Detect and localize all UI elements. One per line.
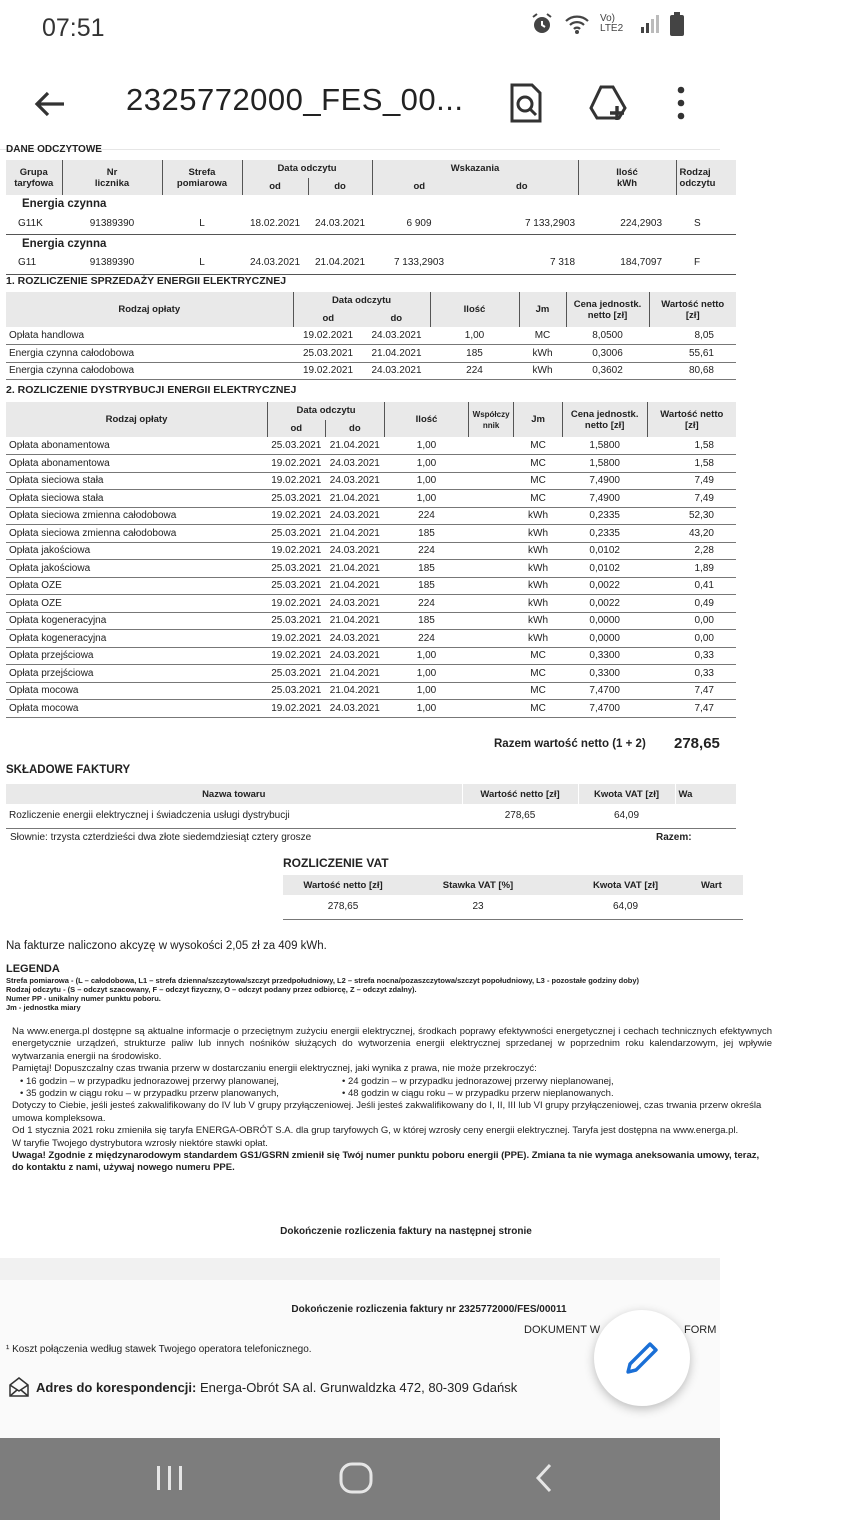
- cell: kWh: [514, 542, 562, 560]
- cell: 24.03.2021: [325, 647, 385, 665]
- info-paragraph: Pamiętaj! Dopuszczalny czas trwania przerw w dostarczaniu energii elektrycznej, jaki wynika z prawa, nie może przekroczyć:: [12, 1063, 537, 1075]
- cell: kWh: [514, 630, 562, 648]
- col-rodzaj-oplaty: Rodzaj opłaty: [6, 292, 293, 327]
- col-data: Data odczytu: [268, 402, 385, 420]
- cell: S: [676, 213, 736, 235]
- continued-note: Dokończenie rozliczenia faktury na następnej stronie: [280, 1226, 532, 1237]
- cell: 43,20: [647, 525, 736, 543]
- cell: 7 133,2903: [372, 252, 466, 274]
- cell: 21.04.2021: [325, 612, 385, 630]
- bullet: 16 godzin – w przypadku jednorazowej przerwy planowanej,: [25, 1075, 279, 1087]
- bullet: 24 godzin – w przypadku jednorazowej przerwy nieplanowanej,: [347, 1075, 614, 1087]
- col-nazwa: Nazwa towaru: [6, 784, 462, 804]
- razem-label: Razem:: [656, 832, 692, 843]
- edit-button[interactable]: [594, 1310, 690, 1406]
- table-row: [6, 542, 736, 560]
- cell: 0,00: [647, 612, 736, 630]
- cell: [468, 647, 513, 665]
- cell: 25.03.2021: [268, 612, 326, 630]
- cell: 8,05: [649, 327, 736, 345]
- cell: Energia czynna całodobowa: [6, 345, 293, 363]
- table-row: [6, 612, 736, 630]
- cell: L: [162, 213, 242, 235]
- col-stawka: Stawka VAT [%]: [442, 879, 514, 891]
- col-rodzaj: Rodzaj odczytu: [679, 166, 716, 189]
- app-bar: [0, 56, 720, 150]
- cell: 19.02.2021: [293, 362, 363, 380]
- sub-od: od: [268, 420, 326, 438]
- col-kwota: Kwota VAT [zł]: [592, 879, 659, 891]
- cell: [468, 595, 513, 613]
- cell: 0,3602: [566, 362, 649, 380]
- cell: 24.03.2021: [308, 213, 372, 235]
- col-ilosc: Ilość: [385, 402, 469, 437]
- col-nr: Nr licznika: [62, 160, 162, 195]
- cell: MC: [514, 647, 562, 665]
- cell: 0,0022: [562, 595, 647, 613]
- cell: G11K: [6, 213, 62, 235]
- cell: 1,00: [385, 647, 469, 665]
- cell: 224: [430, 362, 519, 380]
- cell: 25.03.2021: [268, 525, 326, 543]
- cell: 25.03.2021: [293, 345, 363, 363]
- info-paragraph: Na www.energa.pl dostępne są aktualne informacje o przeciętnym zużyciu energii elektrycznej, środkach poprawy efektywności energetycznej i cechach technicznych efektywnych energetycznie urządzeń, strukturze paliw lub innych nośników służących do wytworzenia energii elektrycznej sprzedanej w poprzednim roku kalendarzowym, jej wpływie wytwarzania energii na środowisko.: [12, 1026, 772, 1062]
- cell: 6 909: [372, 213, 466, 235]
- cell: 64,09: [578, 804, 675, 828]
- col-wart: Wart: [701, 879, 722, 891]
- col-jm: Jm: [519, 292, 566, 327]
- table-row: [6, 472, 736, 490]
- info-paragraph: Od 1 stycznia 2021 roku zmieniła się taryfa ENERGA-OBRÓT S.A. dla grup taryfowych G, w której wzrosły ceny energii elektrycznej. Taryfa jest dostępna na www.energa.pl.: [12, 1125, 739, 1137]
- vat-table: [283, 875, 743, 920]
- address: [36, 1380, 517, 1395]
- arrow-left-icon[interactable]: [30, 84, 70, 124]
- cell: 19.02.2021: [268, 455, 326, 473]
- cell: 1,00: [385, 472, 469, 490]
- cell: 19.02.2021: [268, 507, 326, 525]
- cell: Opłata abonamentowa: [6, 455, 268, 473]
- cell: 7,4900: [562, 490, 647, 508]
- cell: 0,3300: [562, 665, 647, 683]
- footnote: ¹ Koszt połączenia według stawek Twojego operatora telefonicznego.: [6, 1344, 312, 1355]
- cell: 0,0102: [562, 560, 647, 578]
- cell: 19.02.2021: [268, 595, 326, 613]
- info-warning: Uwaga! Zgodnie z międzynarodowym standardem GS1/GSRN zmienił się Twój numer punktu poboru energii (PPE). Zmiana ta nie wymaga aneksowania umowy, teraz, do kontaktu z nami, używaj nowego numeru PPE.: [12, 1150, 760, 1174]
- cell: [698, 895, 743, 919]
- cell: 7,47: [647, 700, 736, 718]
- sub-do: do: [363, 310, 430, 328]
- cell: Opłata sieciowa zmienna całodobowa: [6, 507, 268, 525]
- cell: Opłata mocowa: [6, 682, 268, 700]
- col-data: Data odczytu: [242, 160, 372, 178]
- cell: 0,3300: [562, 647, 647, 665]
- pencil-icon: [624, 1340, 660, 1376]
- address-label: Adres do korespondencji:: [36, 1380, 197, 1395]
- cell: 21.04.2021: [325, 682, 385, 700]
- cell: kWh: [514, 525, 562, 543]
- envelope-icon: [8, 1376, 30, 1398]
- table-row: [6, 665, 736, 683]
- cell: 24.03.2021: [325, 472, 385, 490]
- col-data: Data odczytu: [293, 292, 430, 310]
- cell: kWh: [514, 560, 562, 578]
- cell: 24.03.2021: [325, 700, 385, 718]
- cell: 185: [430, 345, 519, 363]
- cell: 1,5800: [562, 455, 647, 473]
- col-wartosc: Wartość netto [zł]: [660, 408, 724, 431]
- cell: 0,2335: [562, 525, 647, 543]
- cell: 224: [385, 542, 469, 560]
- cell: kWh: [514, 507, 562, 525]
- cell: 0,41: [647, 577, 736, 595]
- search-document-icon[interactable]: [506, 82, 546, 124]
- cell: 25.03.2021: [268, 560, 326, 578]
- cell: 224,2903: [578, 213, 676, 235]
- section-heading-distribution: 2. ROZLICZENIE DYSTRYBUCJI ENERGII ELEKTRYCZNEJ: [6, 384, 297, 396]
- cell: 0,33: [647, 665, 736, 683]
- sub-od: od: [413, 180, 426, 192]
- cell: Opłata przejściowa: [6, 665, 268, 683]
- cell: [468, 577, 513, 595]
- section-heading-readings: DANE ODCZYTOWE: [6, 144, 102, 155]
- cell: Opłata jakościowa: [6, 542, 268, 560]
- cell: 21.04.2021: [325, 665, 385, 683]
- legend-line: Strefa pomiarowa - (L – całodobowa, L1 – strefa dzienna/szczytowa/szczyt przedpołudniowy, L2 – strefa nocna/pozaszczytowa/szczyt popołudniowy, L3 - pozostałe godziny doby): [6, 976, 640, 985]
- cell: 0,2335: [562, 507, 647, 525]
- sub-do: do: [325, 420, 385, 438]
- section-heading-vat: ROZLICZENIE VAT: [283, 856, 389, 870]
- cell: Opłata sieciowa zmienna całodobowa: [6, 525, 268, 543]
- sub-do: do: [466, 178, 578, 196]
- cell: 0,0022: [562, 577, 647, 595]
- cell: 1,5800: [562, 437, 647, 455]
- cell: 185: [385, 577, 469, 595]
- table-row: [6, 327, 736, 345]
- cell: 7,4900: [562, 472, 647, 490]
- total-net-label: Razem wartość netto (1 + 2): [494, 738, 646, 750]
- cell: 1,00: [385, 455, 469, 473]
- cell: [468, 437, 513, 455]
- info-paragraph: Dotyczy to Ciebie, jeśli jesteś zakwalifikowany do IV lub V grupy przyłączeniowej. Jeśli jesteś zakwalifikowany do I, II, III lub VI grupy przyłączeniowej, czas trwania przerw określa umowa kompleksowa.: [12, 1100, 762, 1124]
- cell: Opłata kogeneracyjna: [6, 630, 268, 648]
- legend-line: Numer PP - unikalny numer punktu poboru.: [6, 994, 161, 1003]
- cell: 25.03.2021: [268, 437, 326, 455]
- cell: 8,0500: [566, 327, 649, 345]
- cell: 184,7097: [578, 252, 676, 274]
- bullet: 35 godzin w ciągu roku – w przypadku przerw planowanych,: [25, 1088, 279, 1100]
- table-row: [6, 437, 736, 455]
- col-cena: Cena jednostk. netto [zł]: [566, 292, 649, 327]
- page2-heading: Dokończenie rozliczenia faktury nr 2325772000/FES/00011: [291, 1304, 567, 1315]
- status-bar: [0, 0, 720, 56]
- cell: 80,68: [649, 362, 736, 380]
- table-row: [6, 525, 736, 543]
- cell: kWh: [514, 577, 562, 595]
- navigation-bar: [0, 1438, 720, 1520]
- cell: 24.03.2021: [363, 362, 430, 380]
- cell: [675, 804, 736, 828]
- address-text: Energa-Obrót SA al. Grunwaldzka 472, 80-309 Gdańsk: [200, 1380, 518, 1395]
- cell: 19.02.2021: [268, 630, 326, 648]
- alarm-icon: [530, 12, 554, 36]
- cell: L: [162, 252, 242, 274]
- col-netto: Wartość netto [zł]: [303, 879, 383, 891]
- cell: [468, 700, 513, 718]
- cell: 24.03.2021: [325, 595, 385, 613]
- cell: 25.03.2021: [268, 490, 326, 508]
- table-row: [6, 490, 736, 508]
- cell: [468, 682, 513, 700]
- col-vat: Kwota VAT [zł]: [578, 784, 675, 804]
- cell: 7,47: [647, 682, 736, 700]
- cell: Rozliczenie energii elektrycznej i świadczenia usługi dystrybucji: [6, 804, 462, 828]
- cell: 1,58: [647, 455, 736, 473]
- table-row: [6, 595, 736, 613]
- cell: [468, 542, 513, 560]
- cell: 21.04.2021: [363, 345, 430, 363]
- legend-title: LEGENDA: [6, 963, 60, 975]
- col-wa: Wa: [678, 788, 693, 800]
- cell: 21.04.2021: [325, 560, 385, 578]
- cell: 1,00: [385, 665, 469, 683]
- cell: 7,49: [647, 490, 736, 508]
- cell: 7,4700: [562, 682, 647, 700]
- readings-table: [6, 160, 736, 275]
- cell: 1,00: [385, 490, 469, 508]
- cell: 2,28: [647, 542, 736, 560]
- cell: 24.03.2021: [325, 507, 385, 525]
- back-nav-icon[interactable]: [532, 1462, 556, 1494]
- legend-lines: [6, 976, 766, 1012]
- add-to-drive-icon[interactable]: [588, 82, 628, 124]
- cell: Opłata handlowa: [6, 327, 293, 345]
- cell: MC: [514, 665, 562, 683]
- cell: kWh: [514, 612, 562, 630]
- info-block: [12, 1026, 772, 1175]
- excise-note: Na fakturze naliczono akcyzę w wysokości 2,05 zł za 409 kWh.: [6, 940, 327, 952]
- cell: 55,61: [649, 345, 736, 363]
- battery-icon: [670, 12, 684, 36]
- table-row: [6, 362, 736, 380]
- col-ilosc: Ilość kWh: [578, 160, 676, 195]
- status-icons: [530, 12, 684, 36]
- legend-line: Rodzaj odczytu - (S – odczyt szacowany, F – odczyt fizyczny, O – odczyt podany przez odbiorcę, Z – odczyt zdalny).: [6, 985, 417, 994]
- cell: 25.03.2021: [268, 665, 326, 683]
- network-label: Vo) LTE2: [600, 13, 624, 34]
- cell: 0,00: [647, 630, 736, 648]
- cell: 21.04.2021: [325, 577, 385, 595]
- cell: 24.03.2021: [325, 455, 385, 473]
- col-ilosc: Ilość: [430, 292, 519, 327]
- cell: 278,65: [462, 804, 578, 828]
- col-cena: Cena jednostk. netto [zł]: [562, 402, 647, 437]
- col-jm: Jm: [514, 402, 562, 437]
- document-title: 2325772000_FES_00...: [126, 82, 464, 117]
- col-wskazania: Wskazania: [372, 160, 578, 178]
- cell: 224: [385, 507, 469, 525]
- bullet: 48 godzin w ciągu roku – w przypadku przerw nieplanowanych.: [347, 1088, 614, 1100]
- cell: 24.03.2021: [325, 630, 385, 648]
- legend-line: Jm - jednostka miary: [6, 1003, 81, 1012]
- cell: 64,09: [553, 895, 698, 919]
- table-row: [6, 560, 736, 578]
- cell: 0,33: [647, 647, 736, 665]
- cell: MC: [514, 490, 562, 508]
- cell: 24.03.2021: [363, 327, 430, 345]
- cell: [468, 630, 513, 648]
- cell: Opłata sieciowa stała: [6, 490, 268, 508]
- cell: Energia czynna całodobowa: [6, 362, 293, 380]
- amount-in-words: Słownie: trzysta czterdzieści dwa złote siedemdziesiąt cztery grosze: [10, 832, 312, 843]
- pdf-page[interactable]: [0, 144, 772, 1258]
- cell: 23: [403, 895, 553, 919]
- page-gap: [0, 1258, 720, 1280]
- table-row: [6, 455, 736, 473]
- cell: [468, 560, 513, 578]
- table-row: [6, 647, 736, 665]
- cell: 0,0000: [562, 630, 647, 648]
- cell: 21.04.2021: [325, 525, 385, 543]
- info-paragraph: W taryfie Twojego dystrybutora wzrosły niektóre stawki opłat.: [12, 1137, 268, 1149]
- cell: 7,4700: [562, 700, 647, 718]
- sales-table: [6, 292, 736, 380]
- cell: MC: [514, 472, 562, 490]
- distribution-table: [6, 402, 736, 718]
- table-row: [6, 682, 736, 700]
- cell: MC: [514, 700, 562, 718]
- cell: Opłata kogeneracyjna: [6, 612, 268, 630]
- total-net-value: 278,65: [674, 735, 720, 752]
- cell: 185: [385, 525, 469, 543]
- cell: 1,00: [385, 437, 469, 455]
- col-wspolczynnik: Współczy nnik: [468, 402, 513, 437]
- cell: [468, 472, 513, 490]
- cell: 185: [385, 560, 469, 578]
- info-bullets: • 35 godzin w ciągu roku – w przypadku przerw planowanych, • 48 godzin w ciągu roku – w przypadku przerw nieplanowanych.: [20, 1088, 614, 1100]
- cell: 21.04.2021: [325, 437, 385, 455]
- cell: 18.02.2021: [242, 213, 308, 235]
- table-row: [6, 507, 736, 525]
- cell: 224: [385, 630, 469, 648]
- cell: 0,49: [647, 595, 736, 613]
- group-label: Energia czynna: [22, 197, 107, 210]
- cell: 24.03.2021: [242, 252, 308, 274]
- cell: 0,0102: [562, 542, 647, 560]
- cell: 1,00: [430, 327, 519, 345]
- cell: kWh: [514, 595, 562, 613]
- sub-od: od: [322, 312, 335, 324]
- cell: [468, 612, 513, 630]
- wifi-icon: [564, 13, 590, 35]
- sub-do: do: [308, 178, 372, 196]
- cell: 0,3006: [566, 345, 649, 363]
- cell: 19.02.2021: [268, 542, 326, 560]
- cell: Opłata abonamentowa: [6, 437, 268, 455]
- signal-icon: [640, 15, 660, 33]
- doc-label-left: DOKUMENT W: [524, 1324, 601, 1336]
- cell: MC: [514, 682, 562, 700]
- cell: [468, 525, 513, 543]
- cell: 91389390: [62, 213, 162, 235]
- cell: 1,58: [647, 437, 736, 455]
- cell: 19.02.2021: [268, 700, 326, 718]
- cell: 1,89: [647, 560, 736, 578]
- cell: 185: [385, 612, 469, 630]
- table-row: [6, 345, 736, 363]
- cell: [468, 490, 513, 508]
- section-heading-items: SKŁADOWE FAKTURY: [6, 764, 131, 776]
- table-row: [6, 700, 736, 718]
- col-wartosc: Wartość netto [zł]: [462, 784, 578, 804]
- cell: 7 318: [466, 252, 578, 274]
- recent-apps-icon[interactable]: [154, 1464, 186, 1492]
- cell: 278,65: [283, 895, 403, 919]
- cell: kWh: [519, 362, 566, 380]
- cell: 19.02.2021: [268, 647, 326, 665]
- items-table: [6, 784, 736, 829]
- cell: 19.02.2021: [268, 472, 326, 490]
- cell: 7,49: [647, 472, 736, 490]
- doc-label-right: FORM: [684, 1324, 717, 1336]
- home-icon[interactable]: [338, 1462, 374, 1494]
- cell: MC: [514, 455, 562, 473]
- col-grupa: Grupa taryfowa: [6, 160, 62, 195]
- cell: 7 133,2903: [466, 213, 578, 235]
- group-label: Energia czynna: [22, 237, 107, 250]
- cell: Opłata OZE: [6, 595, 268, 613]
- cell: F: [676, 252, 736, 274]
- cell: 1,00: [385, 700, 469, 718]
- info-bullets: • 16 godzin – w przypadku jednorazowej przerwy planowanej, • 24 godzin – w przypadku jednorazowej przerwy nieplanowanej,: [20, 1075, 614, 1087]
- cell: Opłata przejściowa: [6, 647, 268, 665]
- cell: 25.03.2021: [268, 682, 326, 700]
- cell: Opłata jakościowa: [6, 560, 268, 578]
- clock: 07:51: [42, 14, 105, 42]
- more-vert-icon[interactable]: [664, 82, 698, 124]
- cell: [468, 455, 513, 473]
- cell: kWh: [519, 345, 566, 363]
- cell: 0,0000: [562, 612, 647, 630]
- cell: MC: [519, 327, 566, 345]
- cell: G11: [6, 252, 62, 274]
- cell: MC: [514, 437, 562, 455]
- cell: [468, 507, 513, 525]
- cell: Opłata mocowa: [6, 700, 268, 718]
- cell: 52,30: [647, 507, 736, 525]
- cell: Opłata sieciowa stała: [6, 472, 268, 490]
- col-strefa: Strefa pomiarowa: [162, 160, 242, 195]
- col-wartosc: Wartość netto [zł]: [661, 298, 725, 321]
- table-row: [6, 577, 736, 595]
- cell: 224: [385, 595, 469, 613]
- cell: Opłata OZE: [6, 577, 268, 595]
- cell: [468, 665, 513, 683]
- cell: 19.02.2021: [293, 327, 363, 345]
- cell: 1,00: [385, 682, 469, 700]
- col-rodzaj-oplaty: Rodzaj opłaty: [6, 402, 268, 437]
- section-heading-sales: 1. ROZLICZENIE SPRZEDAŻY ENERGII ELEKTRYCZNEJ: [6, 275, 287, 287]
- sub-od: od: [242, 178, 308, 196]
- cell: 25.03.2021: [268, 577, 326, 595]
- cell: 91389390: [62, 252, 162, 274]
- cell: 21.04.2021: [325, 490, 385, 508]
- table-row: [6, 630, 736, 648]
- cell: 21.04.2021: [308, 252, 372, 274]
- cell: 24.03.2021: [325, 542, 385, 560]
